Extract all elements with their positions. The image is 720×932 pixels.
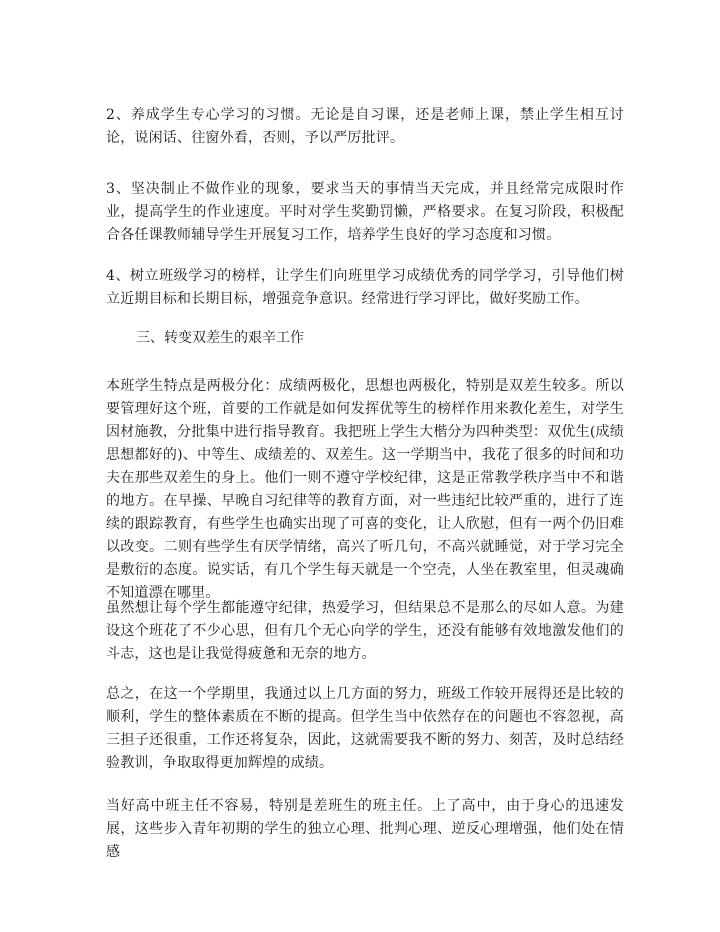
section-heading: 三、转变双差生的艰辛工作 [136, 330, 304, 346]
paragraph-item-4: 4、树立班级学习的榜样，让学生们向班里学习成绩优秀的同学学习，引导他们树立近期目标和长期目标，增强竞争意识。经常进行学习评比，做好奖励工作。 [106, 268, 624, 307]
paragraph-item-2: 2、养成学生专心学习的习惯。无论是自习课，还是老师上课，禁止学生相互讨论，说闲话、往窗外看，否则，予以严厉批评。 [106, 107, 624, 146]
body-paragraph-discipline: 虽然想让每个学生都能遵守纪律，热爱学习，但结果总不是那么的尽如人意。为建设这个班花了不少心思，但有几个无心向学的学生，还没有能够有效地激发他们的斗志，这也是让我觉得疲惫和无奈的地方。 [106, 600, 624, 662]
body-paragraph-summary: 总之，在这一个学期里，我通过以上几方面的努力，班级工作较开展得还是比较的顺利，学生的整体素质在不断的提高。但学生当中依然存在的问题也不容忽视，高三担子还很重，工作还将复杂，因此，这就需要我不断的努力、刻苦，及时总结经验教训，争取取得更加辉煌的成绩。 [106, 686, 624, 771]
body-paragraph-head-teacher: 当好高中班主任不容易，特别是差班生的班主任。上了高中，由于身心的迅速发展，这些步入青年初期的学生的独立心理、批判心理、逆反心理增强，他们处在情感 [106, 798, 624, 860]
paragraph-item-3: 3、坚决制止不做作业的现象，要求当天的事情当天完成，并且经常完成限时作业，提高学生的作业速度。平时对学生奖勤罚懒，严格要求。在复习阶段，积极配合各任课教师辅导学生开展复习工作，培养学生良好的学习态度和习惯。 [106, 181, 624, 243]
body-paragraph-students: 本班学生特点是两极分化：成绩两极化，思想也两极化，特别是双差生较多。所以要管理好这个班，首要的工作就是如何发挥优等生的榜样作用来教化差生，对学生因材施教，分批集中进行指导教育。我把班上学生大楷分为四种类型：双优生(成绩思想都好的)、中等生、成绩差的、双差生。这一学期当中，我花了很多的时间和功夫在那些双差生的身上。他们一则不遵守学校纪律，这是正常教学秩序当中不和谐的地方。在早操、早晚自习纪律等的教育方面，对一些违纪比较严重的，进行了连续的跟踪教育，有些学生也确实出现了可喜的变化，让人欣慰，但有一两个仍旧难以改变。二则有些学生有厌学情绪，高兴了听几句，不高兴就睡觉，对于学习完全是敷衍的态度。说实话，有几个学生每天就是一个空壳，人坐在教室里，但灵魂确不知道漂在哪里。 [106, 378, 624, 601]
